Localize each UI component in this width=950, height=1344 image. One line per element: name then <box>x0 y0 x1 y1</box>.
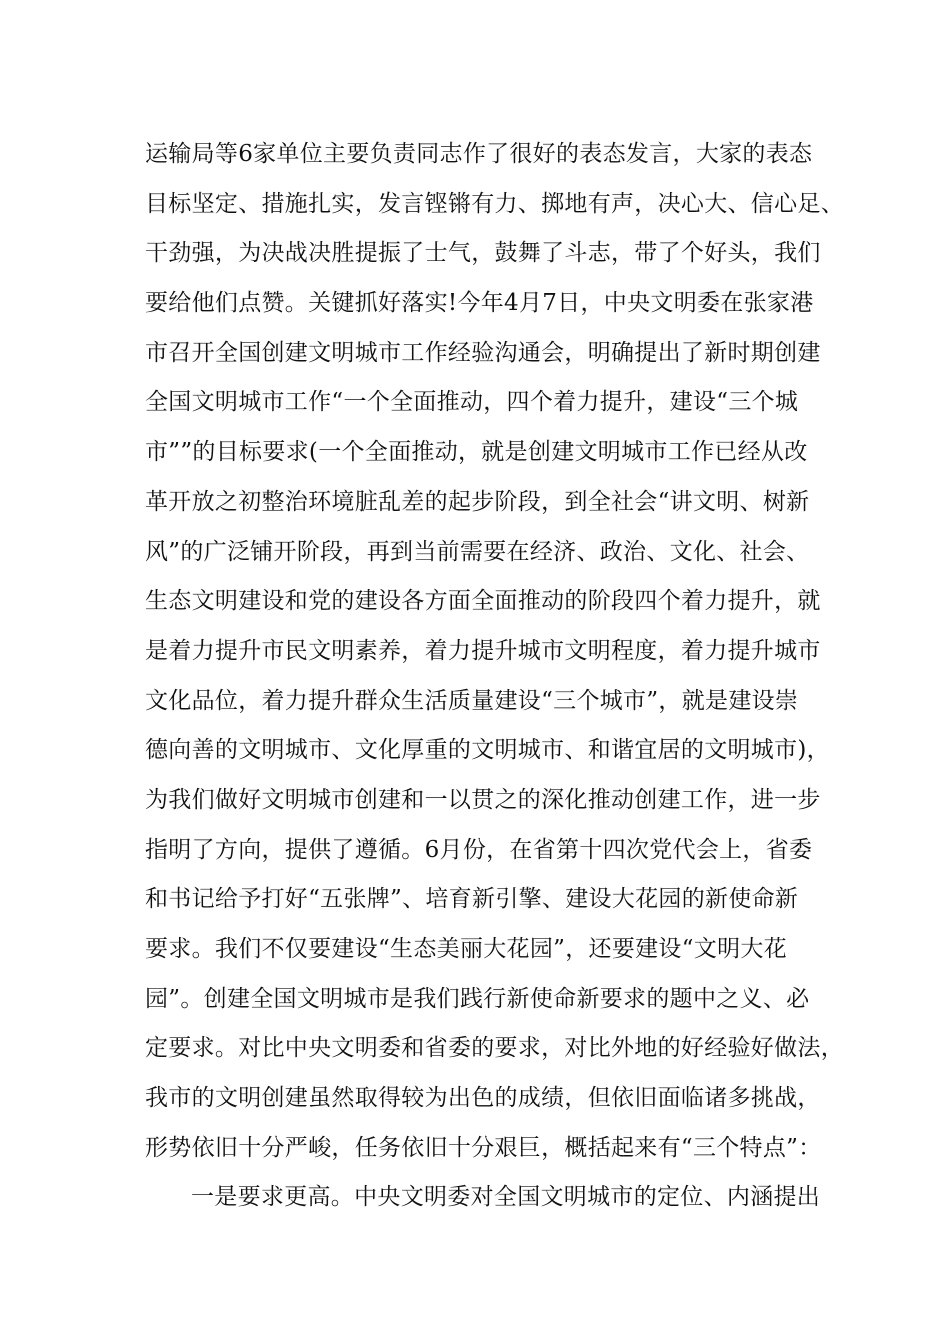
text-line: 德向善的文明城市、文化厚重的文明城市、和谐宜居的文明城市)， <box>145 737 830 764</box>
body-text <box>145 134 844 1227</box>
text-line: 市召开全国创建文明城市工作经验沟通会，明确提出了新时期创建 <box>145 339 821 366</box>
text-line: 我市的文明创建虽然取得较为出色的成绩，但依旧面临诸多挑战， <box>145 1085 821 1112</box>
text-line: 革开放之初整治环境脏乱差的起步阶段，到全社会“讲文明、树新 <box>145 488 810 515</box>
text-line: 文化品位，着力提升群众生活质量建设“三个城市”，就是建设崇 <box>145 687 799 714</box>
text-line: 生态文明建设和党的建设各方面全面推动的阶段四个着力提升，就 <box>145 588 821 615</box>
paragraph-first-line: 一是要求更高。中央文明委对全国文明城市的定位、内涵提出 <box>191 1184 821 1211</box>
text-line: 全国文明城市工作“一个全面推动，四个着力提升，建设“三个城 <box>145 389 799 416</box>
text-line: 要给他们点赞。关键抓好落实!今年4月7日，中央文明委在张家港 <box>145 290 814 317</box>
text-line: 园”。创建全国文明城市是我们践行新使命新要求的题中之义、必 <box>145 985 810 1012</box>
text-line: 指明了方向，提供了遵循。6月份，在省第十四次党代会上，省委 <box>145 836 813 863</box>
text-line: 和书记给予打好“五张牌”、培育新引擎、建设大花园的新使命新 <box>145 886 799 913</box>
text-line: 市””的目标要求(一个全面推动，就是创建文明城市工作已经从改 <box>145 439 808 466</box>
text-line: 定要求。对比中央文明委和省委的要求，对比外地的好经验好做法， <box>145 1035 844 1062</box>
text-line: 干劲强，为决战决胜提振了士气，鼓舞了斗志，带了个好头，我们 <box>145 240 821 267</box>
text-line: 要求。我们不仅要建设“生态美丽大花园”，还要建设“文明大花 <box>145 936 787 962</box>
text-line: 风”的广泛铺开阶段，再到当前需要在经济、政治、文化、社会、 <box>145 538 810 565</box>
text-line: 为我们做好文明城市创建和一以贯之的深化推动创建工作，进一步 <box>145 786 821 813</box>
text-line: 是着力提升市民文明素养，着力提升城市文明程度，着力提升城市 <box>145 637 821 664</box>
text-line: 形势依旧十分严峻，任务依旧十分艰巨，概括起来有“三个特点”： <box>145 1134 822 1161</box>
text-line: 运输局等6家单位主要负责同志作了很好的表态发言，大家的表态 <box>145 141 813 167</box>
text-line: 目标坚定、措施扎实，发言铿锵有力、掷地有声，决心大、信心足、 <box>145 190 844 217</box>
